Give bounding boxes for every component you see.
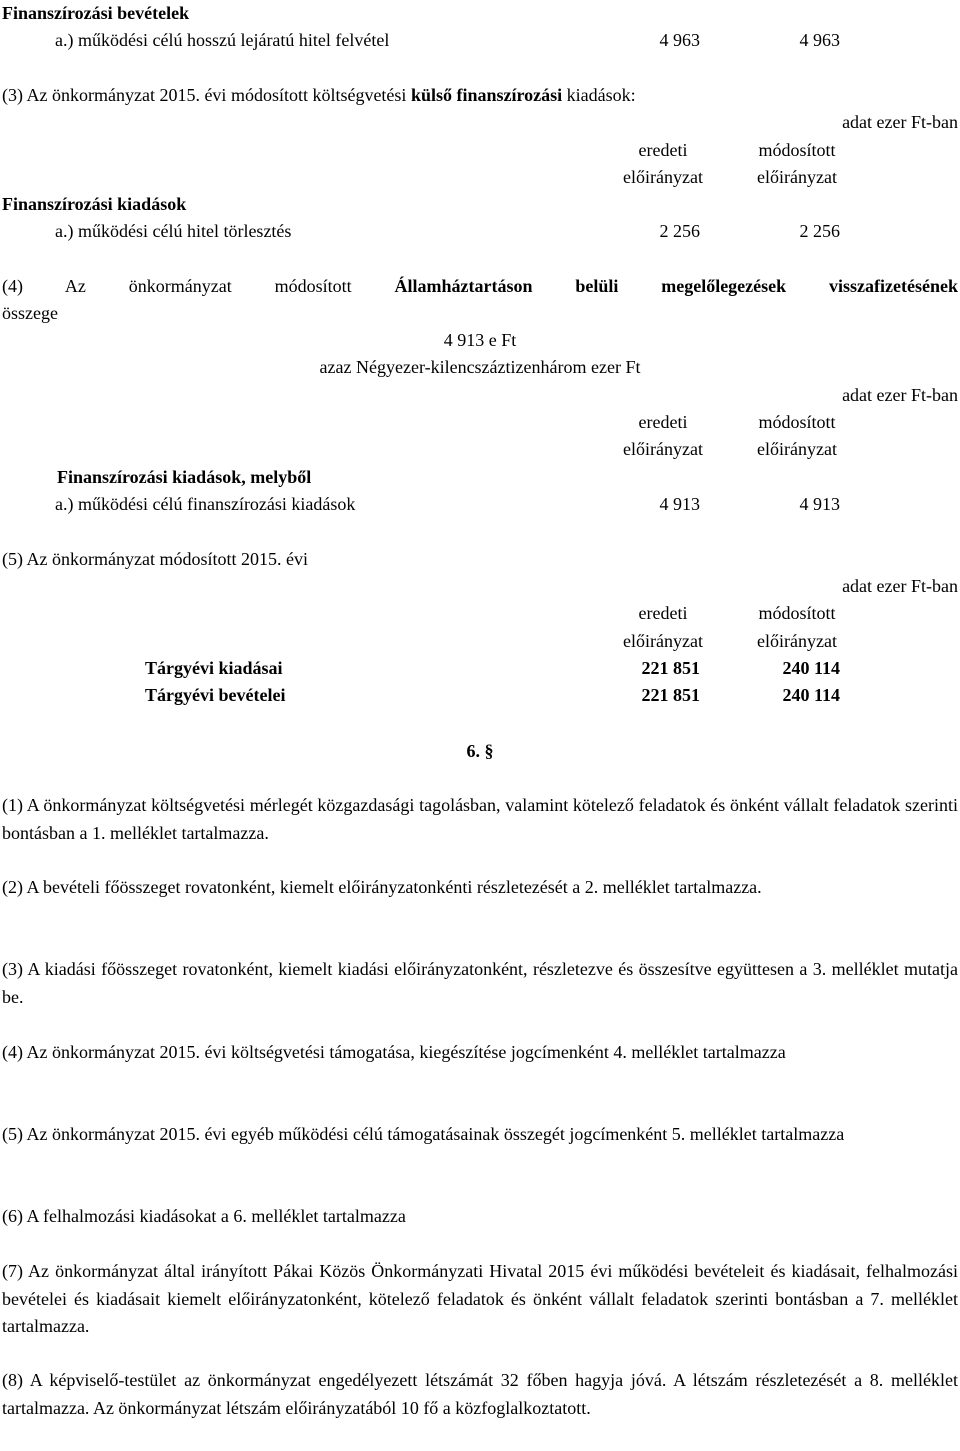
current-year-expenses-label: Tárgyévi kiadásai [145, 658, 283, 678]
section-5-col2-header-line2: előirányzat [757, 631, 837, 651]
section-3-title [2, 84, 636, 106]
section-4-amount: 4 913 e Ft [443, 330, 517, 350]
section-4-amount-words: azaz Négyezer-kilencszáztizenhárom ezer Ft [319, 357, 641, 377]
section-5-col1-header-line1: eredeti [638, 603, 688, 623]
article-6-paragraph-7: (7) Az önkormányzat által irányított Pákai Közös Önkormányzati Hivatal 2015 évi működési bevételeit és kiadásait, felhalmozási bevételei és kiadásait kiemelt előirányzatonként, kötelező feladatok és önként vállalt feladatok szerinti bontásban a 7. melléklet tartalmazza. [2, 1261, 958, 1336]
article-6-paragraph-6: (6) A felhalmozási kiadásokat a 6. melléklet tartalmazza [2, 1206, 406, 1226]
article-6-heading: 6. § [466, 741, 494, 761]
article-6-paragraph-5: (5) Az önkormányzat 2015. évi egyéb működési célú támogatásainak összegét jogcímenként 5. melléklet tartalmazza [2, 1124, 845, 1144]
section-4-col2-header-line1: módosított [758, 412, 836, 432]
section-3-title-bold: külső finanszírozási [410, 85, 563, 105]
section-5-unit: adat ezer Ft-ban [842, 576, 958, 596]
financing-expenses-heading: Finanszírozási kiadások [2, 194, 187, 214]
operating-financing-row-label: a.) működési célú finanszírozási kiadások [55, 494, 356, 514]
section-4-title-bold: Államháztartáson belüli megelőlegezések visszafizetésének [394, 276, 958, 296]
section-4-title-part1: (4) Az önkormányzat módosított [2, 276, 395, 296]
section-5-col2-header-line1: módosított [758, 603, 836, 623]
section-3-col2-header-line1: módosított [758, 140, 836, 160]
section-3-title-part3: kiadások: [562, 85, 636, 105]
section-4-col1-header-line2: előirányzat [623, 439, 703, 459]
section-5-title: (5) Az önkormányzat módosított 2015. évi [2, 549, 308, 569]
section-4-col2-header-line2: előirányzat [757, 439, 837, 459]
section-3-col1-header-line2: előirányzat [623, 167, 703, 187]
operating-financing-row-modified: 4 913 [799, 494, 840, 514]
current-year-expenses-modified: 240 114 [782, 658, 840, 678]
section-3-col2-header-line2: előirányzat [757, 167, 837, 187]
current-year-revenues-original: 221 851 [641, 685, 700, 705]
article-6-paragraph-1: (1) A önkormányzat költségvetési mérlegét közgazdasági tagolásban, valamint kötelező feladatok és önként vállalt feladatok szerinti bontásban a 1. melléklet tartalmazza. [2, 795, 958, 843]
section-4-col1-header-line1: eredeti [638, 412, 688, 432]
section-3-title-part1: (3) Az önkormányzat 2015. évi módosított költségvetési [2, 85, 411, 105]
loan-repayment-row-label: a.) működési célú hitel törlesztés [55, 221, 292, 241]
section-3-unit: adat ezer Ft-ban [842, 112, 958, 132]
section-4-title-line2: összege [2, 303, 58, 323]
section-4-title-line1 [2, 275, 958, 297]
current-year-revenues-label: Tárgyévi bevételei [145, 685, 286, 705]
financing-income-heading: Finanszírozási bevételek [2, 3, 190, 23]
financing-income-row-modified: 4 963 [799, 30, 840, 50]
article-6-paragraph-8: (8) A képviselő-testület az önkormányzat engedélyezett létszámát 32 főben hagyja jóvá. A létszám részletezését a 8. melléklet tartalmazza. Az önkormányzat létszám előirányzatából 10 fő a közfoglalkoztatott. [2, 1370, 958, 1418]
section-5-col1-header-line2: előirányzat [623, 631, 703, 651]
loan-repayment-row-original: 2 256 [659, 221, 700, 241]
article-6-paragraph-3: (3) A kiadási főösszeget rovatonként, kiemelt kiadási előirányzatonként, részletezve és összesítve együttesen a 3. melléklet mutatja be. [2, 959, 958, 1007]
section-4-unit: adat ezer Ft-ban [842, 385, 958, 405]
article-6-paragraph-4: (4) Az önkormányzat 2015. évi költségvetési támogatása, kiegészítése jogcímenként 4. melléklet tartalmazza [2, 1042, 786, 1062]
current-year-revenues-modified: 240 114 [782, 685, 840, 705]
operating-financing-row-original: 4 913 [659, 494, 700, 514]
current-year-expenses-original: 221 851 [641, 658, 700, 678]
loan-repayment-row-modified: 2 256 [799, 221, 840, 241]
financing-expenses-of-which-heading: Finanszírozási kiadások, melyből [57, 467, 312, 487]
financing-income-row-original: 4 963 [659, 30, 700, 50]
financing-income-row-label: a.) működési célú hosszú lejáratú hitel felvétel [55, 30, 390, 50]
article-6-paragraph-2: (2) A bevételi főösszeget rovatonként, kiemelt előirányzatonkénti részletezését a 2. melléklet tartalmazza. [2, 877, 762, 897]
section-3-col1-header-line1: eredeti [638, 140, 688, 160]
